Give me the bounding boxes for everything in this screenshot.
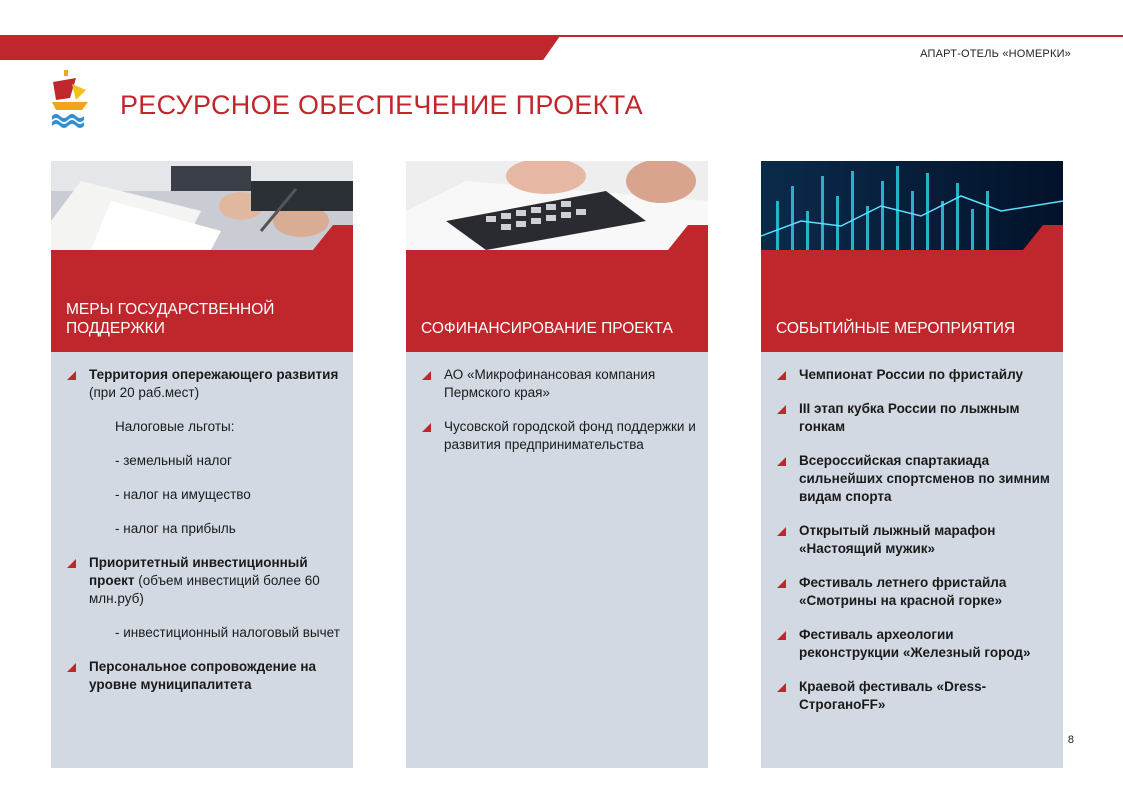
data-chart-graphic	[761, 161, 1063, 250]
list-item: Чусовской городской фонд поддержки и развития предпринимательства	[422, 418, 698, 454]
column-title: СОФИНАНСИРОВАНИЕ ПРОЕКТА	[421, 320, 673, 337]
column-body	[406, 352, 708, 470]
page-number: 8	[1067, 734, 1074, 746]
list-item: Территория опережающего развития (при 20 раб.мест)	[67, 366, 343, 402]
sub-item: - налог на прибыль	[115, 521, 236, 536]
list-item: Приоритетный инвестиционный проект (объем инвестиций более 60 млн.руб)	[67, 554, 343, 608]
top-red-bar	[0, 36, 560, 60]
sub-item: - земельный налог	[115, 453, 232, 468]
triangle-bullet-icon	[777, 579, 786, 588]
hands-signing-document-photo	[51, 161, 353, 250]
triangle-bullet-icon	[777, 527, 786, 536]
sub-item: - налог на имущество	[115, 487, 251, 502]
list-item: Фестиваль летнего фристайла «Смотрины на красной горке»	[777, 574, 1053, 610]
sub-item: Налоговые льготы:	[115, 419, 235, 434]
list-item: Чемпионат России по фристайлу	[777, 366, 1053, 384]
column-body	[761, 352, 1063, 730]
column-title: СОБЫТИЙНЫЕ МЕРОПРИЯТИЯ	[776, 320, 1016, 337]
triangle-bullet-icon	[67, 371, 76, 380]
list-item: Фестиваль археологии реконструкции «Железный город»	[777, 626, 1053, 662]
hotel-label: АПАРТ-ОТЕЛЬ «НОМЕРКИ»	[920, 48, 1071, 60]
page-title: РЕСУРСНОЕ ОБЕСПЕЧЕНИЕ ПРОЕКТА	[120, 90, 643, 120]
column-body	[51, 352, 353, 710]
column-state-support	[51, 161, 353, 768]
triangle-bullet-icon	[67, 663, 76, 672]
column-cofinancing	[406, 161, 708, 768]
ship-logo-icon	[50, 70, 90, 128]
column-header	[761, 250, 1063, 352]
triangle-bullet-icon	[777, 631, 786, 640]
calculator-hands-photo	[406, 161, 708, 250]
triangle-bullet-icon	[777, 405, 786, 414]
list-item: III этап кубка России по лыжным гонкам	[777, 400, 1053, 436]
triangle-bullet-icon	[422, 423, 431, 432]
sub-item: - инвестиционный налоговый вычет	[115, 625, 340, 640]
column-title: МЕРЫ ГОСУДАРСТВЕННОЙ ПОДДЕРЖКИ	[66, 301, 275, 337]
triangle-bullet-icon	[777, 371, 786, 380]
triangle-bullet-icon	[777, 457, 786, 466]
list-item: Персональное сопровождение на уровне муниципалитета	[67, 658, 343, 694]
list-item: Краевой фестиваль «Dress-СтроганоFF»	[777, 678, 1053, 714]
column-header	[406, 250, 708, 352]
triangle-bullet-icon	[67, 559, 76, 568]
triangle-bullet-icon	[422, 371, 431, 380]
column-header	[51, 250, 353, 352]
list-item: Всероссийская спартакиада сильнейших спортсменов по зимним видам спорта	[777, 452, 1053, 506]
column-events	[761, 161, 1063, 768]
list-item: АО «Микрофинансовая компания Пермского края»	[422, 366, 698, 402]
triangle-bullet-icon	[777, 683, 786, 692]
list-item: Открытый лыжный марафон «Настоящий мужик»	[777, 522, 1053, 558]
